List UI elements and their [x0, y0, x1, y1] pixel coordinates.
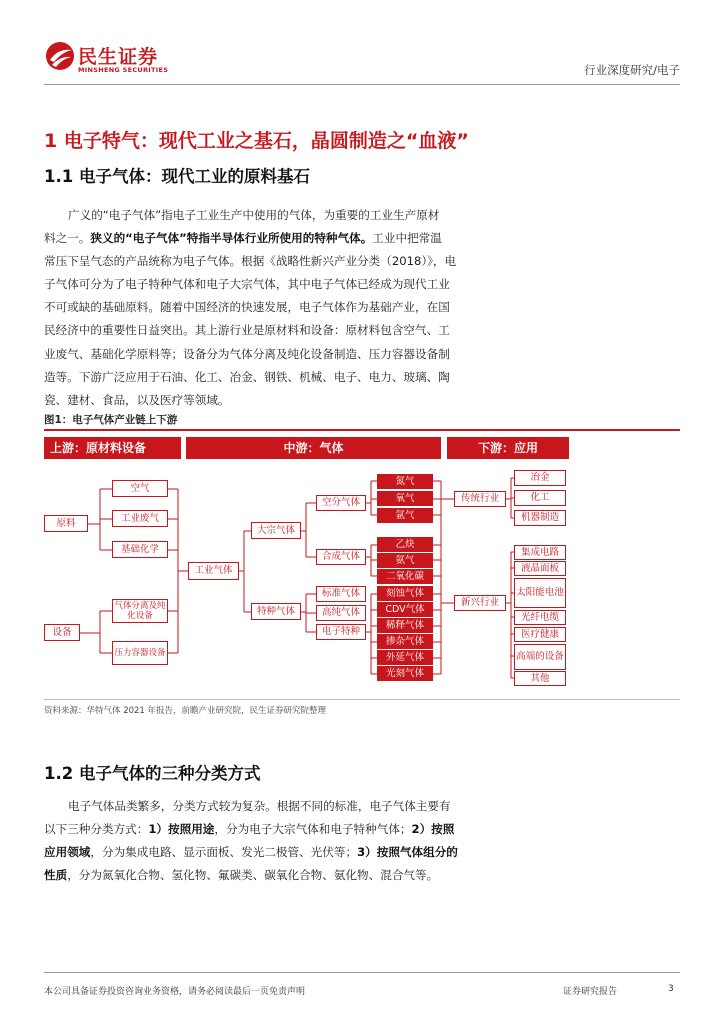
- node-healthcare: 医疗健康: [514, 627, 566, 642]
- paragraph-line: [44, 795, 680, 818]
- bold-text-run: 性质: [44, 868, 68, 883]
- text-run: 工业中把常温: [372, 231, 442, 246]
- bold-text-run: 3）按照气体组分的: [357, 845, 458, 860]
- stage-upstream: 上游：原材料设备: [44, 437, 181, 459]
- text-run: 电子气体品类繁多，分类方式较为复杂。根据不同的标准，电子气体主要有: [68, 799, 451, 813]
- node-doping-gas: 掺杂气体: [377, 634, 433, 649]
- node-lcd-panel: 液晶面板: [514, 561, 566, 576]
- node-gas-separation-equipment: 气体分离及纯化设备: [112, 599, 168, 623]
- text-run: ，分为电子大宗气体和电子特种气体；: [214, 822, 412, 837]
- text-run: 不可或缺的基础原料。随着中国经济的快速发展，电子气体作为基础产业，在国: [44, 300, 450, 315]
- node-etching-gas: 刻蚀气体: [377, 586, 433, 601]
- node-traditional-industry: 传统行业: [454, 491, 506, 507]
- text-run: 子气体可分为了电子特种气体和电子大宗气体，其中电子气体已经成为现代工业: [44, 277, 450, 292]
- text-run: 造等。下游广泛应用于石油、化工、冶金、钢铁、机械、电子、电力、玻璃、陶: [44, 369, 450, 384]
- node-metallurgy: 冶金: [514, 470, 566, 486]
- paragraph-line: [44, 864, 680, 887]
- stage-downstream: 下游：应用: [447, 437, 569, 459]
- node-machinery: 机器制造: [514, 510, 566, 526]
- paragraph-line: [44, 343, 680, 366]
- paragraph-line: [44, 296, 680, 319]
- text-run: 民经济中的重要性日益突出。其上游行业是原材料和设备：原材料包含空气、工: [44, 323, 450, 338]
- header-divider: [44, 84, 680, 85]
- text-run: ，分为氮氧化合物、氢化物、氟碳类、碳氧化合物、氨化物、混合气等。: [67, 868, 439, 883]
- node-standard-gas: 标准气体: [316, 586, 366, 602]
- node-air-separation-gas: 空分气体: [316, 495, 366, 511]
- footer-document-type: 证券研究报告: [563, 987, 618, 997]
- node-ammonia: 氨气: [377, 553, 433, 568]
- bold-text-run: 狭义的“电子气体”特指半导体行业所使用的特种气体。: [90, 231, 373, 246]
- figure-source-rule: [44, 699, 680, 700]
- bold-text-run: 2）按照: [411, 822, 455, 837]
- node-dilution-gas: 稀释气体: [377, 618, 433, 633]
- paragraph-line: [44, 366, 680, 389]
- node-bulk-gas: 大宗气体: [251, 522, 301, 539]
- logo-english-name: MINSHENG SECURITIES: [78, 66, 169, 74]
- node-emerging-industry: 新兴行业: [454, 595, 506, 611]
- section-1-title: 1 电子特气：现代工业之基石，晶圆制造之“血液”: [44, 130, 469, 152]
- node-basic-chemicals: 基础化学: [112, 541, 168, 558]
- node-synthesis-gas: 合成气体: [316, 549, 366, 565]
- industry-chain-diagram: [44, 433, 680, 695]
- node-industrial-waste-gas: 工业废气: [112, 510, 168, 527]
- section-1-1-title: 1.1 电子气体：现代工业的原料基石: [44, 167, 310, 186]
- node-solar-cell: 太阳能电池: [514, 578, 566, 608]
- bold-text-run: 应用领域: [44, 845, 91, 860]
- node-lithography-gas: 光刻气体: [377, 666, 433, 681]
- footer-divider: [44, 972, 680, 973]
- node-carbon-dioxide: 二氧化碳: [377, 569, 433, 584]
- figure-1-title: 图1：电子气体产业链上下游: [44, 414, 178, 426]
- node-industrial-gas: 工业气体: [188, 562, 239, 580]
- node-high-end-equipment: 高端的设备: [514, 644, 566, 670]
- node-argon: 氩气: [377, 508, 433, 523]
- figure-title-rule: [44, 429, 680, 431]
- node-equipment: 设备: [44, 624, 80, 641]
- node-nitrogen: 氮气: [377, 474, 433, 489]
- paragraph-line: [44, 389, 680, 412]
- node-oxygen: 氧气: [377, 491, 433, 506]
- paragraph-line: [44, 841, 680, 864]
- section-1-1-paragraph: [44, 204, 680, 412]
- node-epitaxy-gas: 外延气体: [377, 650, 433, 665]
- text-run: 料之一。: [44, 231, 91, 246]
- node-acetylene: 乙炔: [377, 537, 433, 552]
- minsheng-logo-icon: [44, 40, 76, 72]
- text-run: 常压下呈气态的产品统称为电子气体。根据《战略性新兴产业分类（2018）》，电: [44, 254, 457, 269]
- node-raw-materials: 原料: [44, 515, 88, 532]
- paragraph-line: [44, 227, 680, 250]
- figure-1-source: 资料来源：华特气体 2021 年报告，前瞻产业研究院，民生证券研究院整理: [44, 706, 327, 716]
- section-1-2-paragraph: [44, 795, 680, 887]
- text-run: ，分为集成电路、显示面板、发光二极管、光伏等；: [90, 845, 358, 860]
- section-1-2-title: 1.2 电子气体的三种分类方式: [44, 764, 261, 783]
- paragraph-line: [44, 273, 680, 296]
- node-cvd-gas: CDV气体: [377, 602, 433, 617]
- logo-chinese-name: 民生证券: [78, 46, 159, 68]
- paragraph-line: [44, 818, 680, 841]
- report-category: 行业深度研究/电子: [584, 63, 680, 77]
- node-electronic-special-gas: 电子特种: [316, 624, 366, 640]
- page-header: [0, 0, 724, 90]
- node-optical-cable: 光纤电缆: [514, 610, 566, 625]
- paragraph-line: [44, 250, 680, 273]
- stage-midstream: 中游：气体: [186, 437, 441, 459]
- text-run: 广义的“电子气体”指电子工业生产中使用的气体，为重要的工业生产原材: [68, 208, 440, 222]
- text-run: 以下三种分类方式：: [44, 822, 149, 837]
- footer-disclaimer: 本公司具备证券投资咨询业务资格，请务必阅读最后一页免责声明: [44, 987, 306, 997]
- minsheng-logo: [44, 40, 194, 80]
- node-high-purity-gas: 高纯气体: [316, 605, 366, 621]
- node-special-gas: 特种气体: [251, 603, 301, 620]
- page-number: 3: [668, 984, 674, 994]
- text-run: 业废气、基础化学原料等；设备分为气体分离及纯化设备制造、压力容器设备制: [44, 346, 450, 361]
- paragraph-line: [44, 204, 680, 227]
- node-chemical-industry: 化工: [514, 490, 566, 506]
- node-pressure-vessel-equipment: 压力容器设备: [112, 641, 168, 665]
- paragraph-line: [44, 319, 680, 342]
- node-others: 其他: [514, 671, 566, 686]
- text-run: 瓷、建材、食品，以及医疗等领域。: [44, 392, 230, 407]
- node-air: 空气: [112, 480, 168, 497]
- bold-text-run: 1）按照用途: [148, 822, 215, 837]
- node-integrated-circuit: 集成电路: [514, 545, 566, 560]
